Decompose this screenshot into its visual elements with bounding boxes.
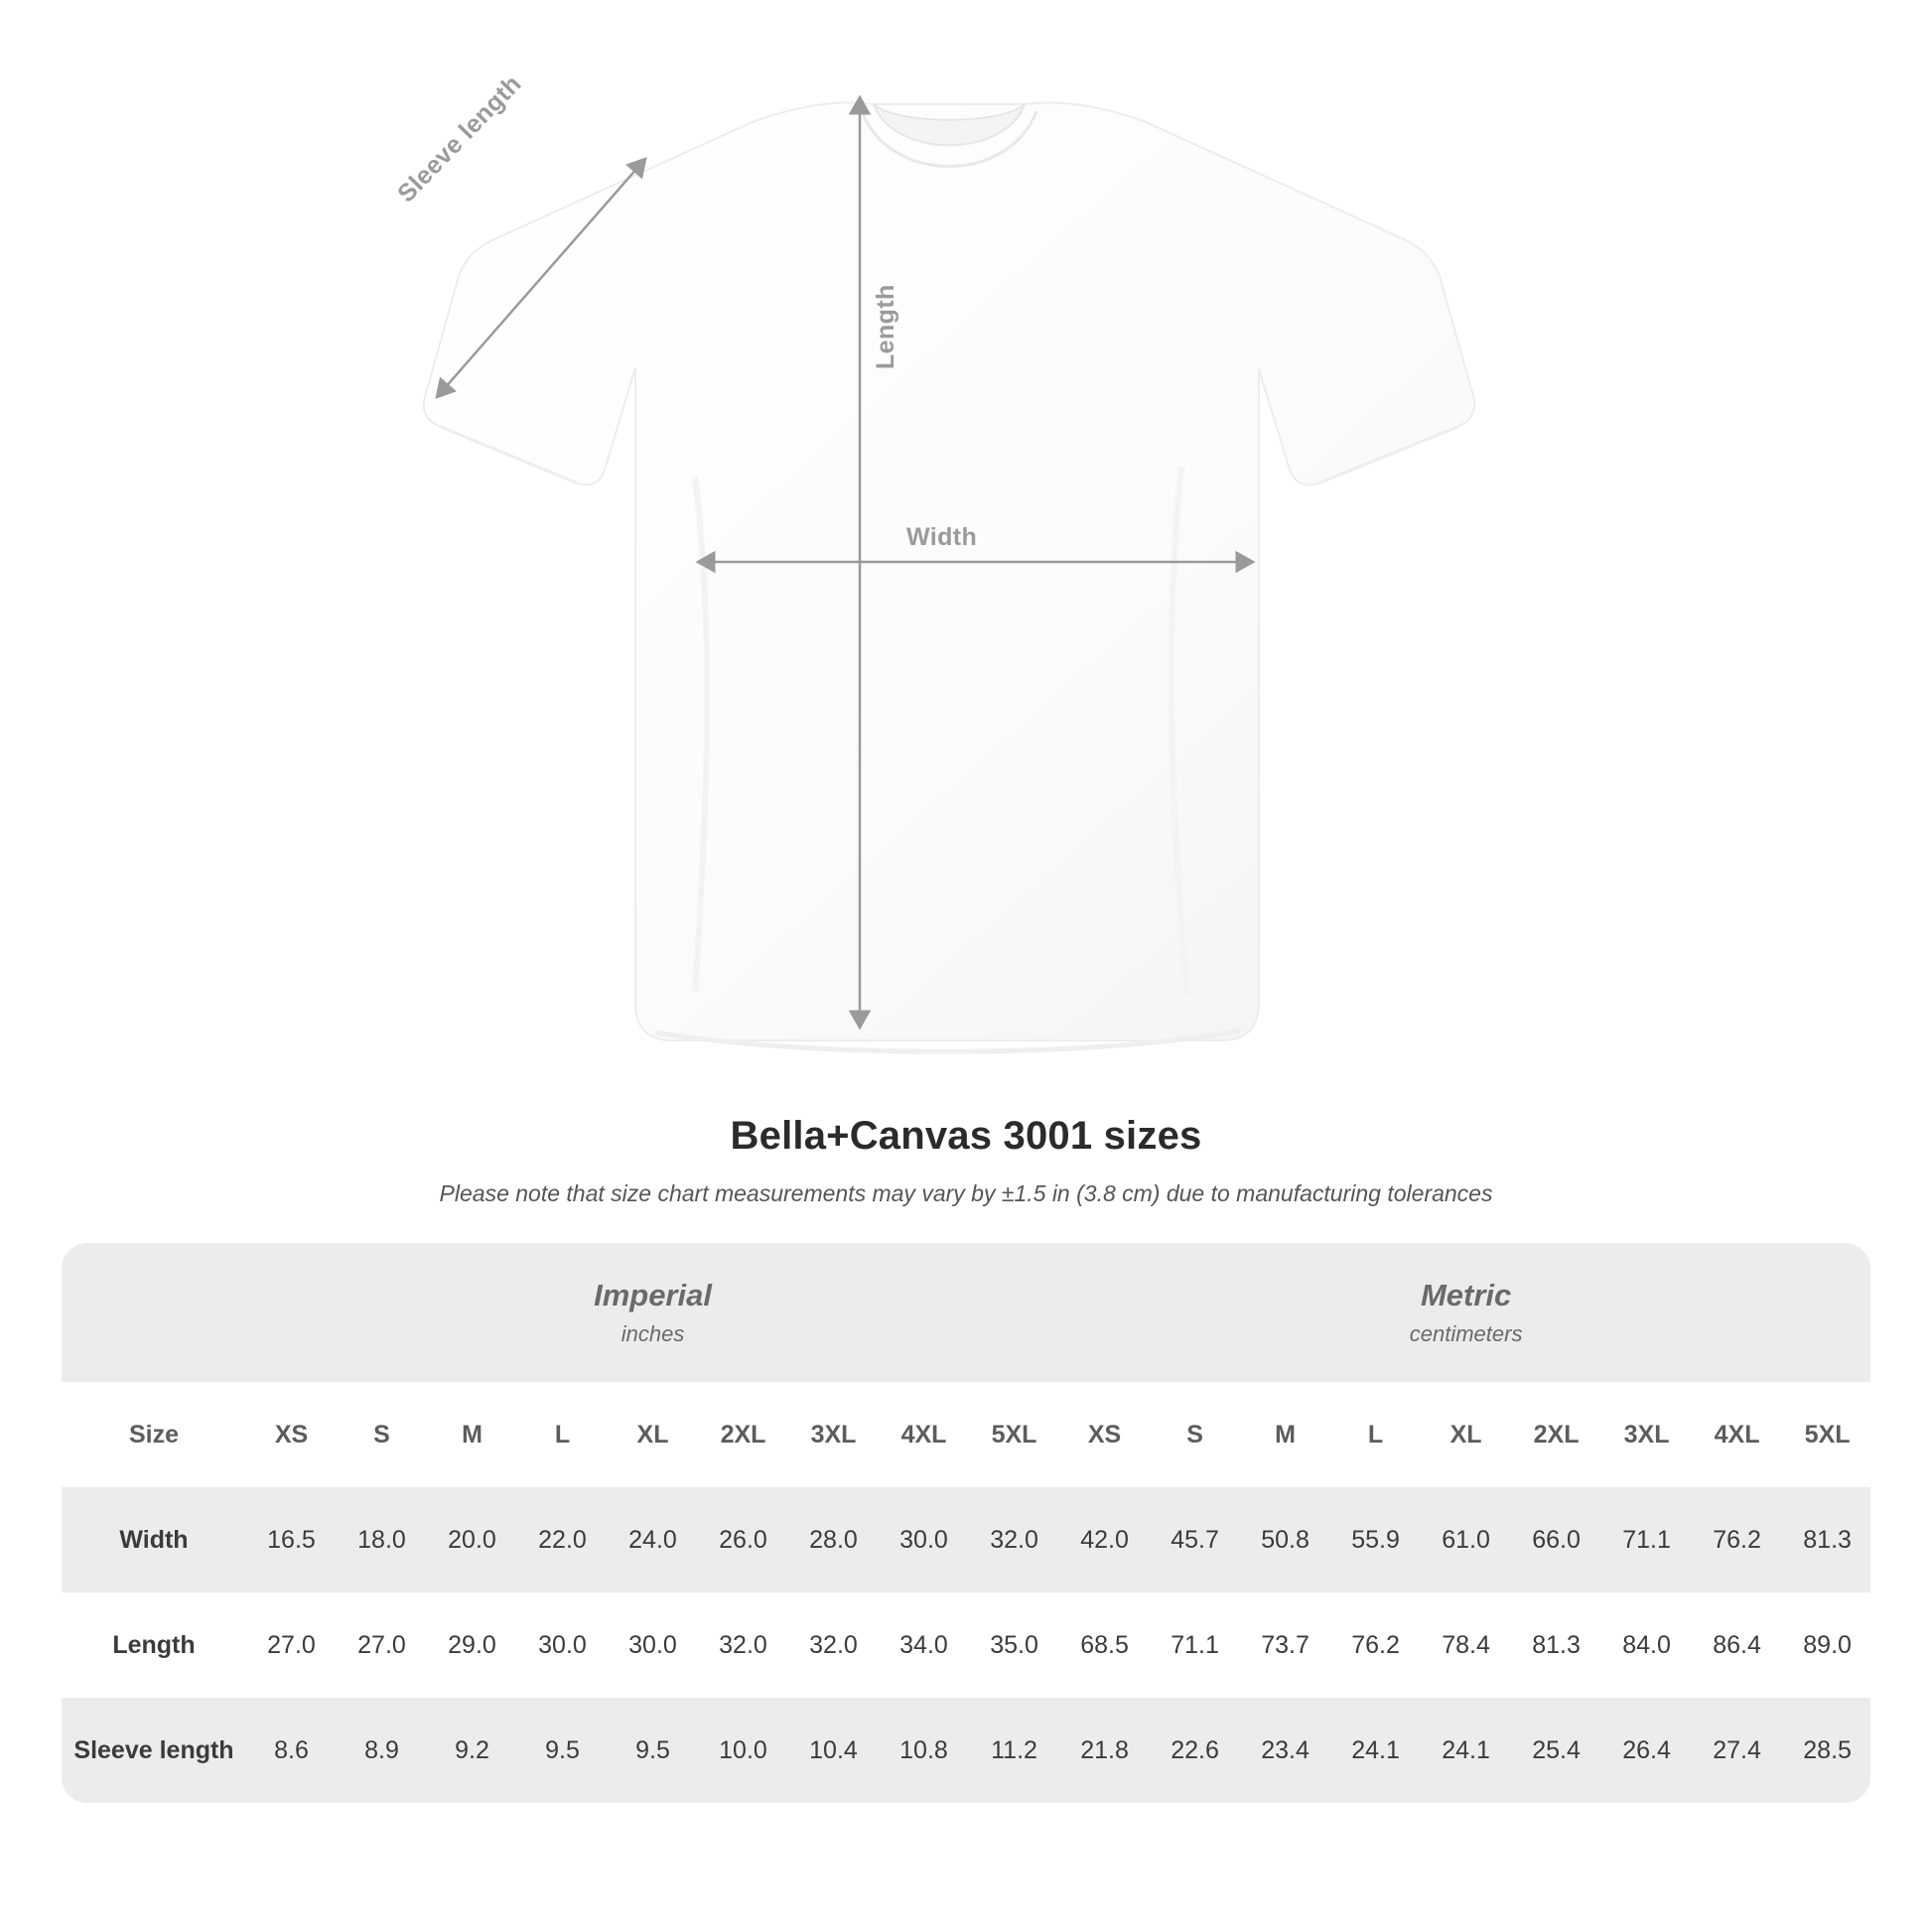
- size-table-wrapper: [62, 1243, 1870, 1803]
- cell-length: 86.4: [1692, 1592, 1782, 1698]
- cell-sleeve: 9.2: [427, 1698, 517, 1803]
- row-label-width: Width: [62, 1487, 246, 1592]
- cell-width: 28.0: [788, 1487, 879, 1592]
- cell-sleeve: 10.0: [698, 1698, 788, 1803]
- cell-length: 30.0: [517, 1592, 608, 1698]
- cell-sleeve: 26.4: [1601, 1698, 1692, 1803]
- size-header-cell: 3XL: [1601, 1382, 1692, 1487]
- size-header-cell: 2XL: [698, 1382, 788, 1487]
- cell-length: 35.0: [969, 1592, 1059, 1698]
- cell-width: 45.7: [1150, 1487, 1240, 1592]
- cell-sleeve: 9.5: [517, 1698, 608, 1803]
- cell-sleeve: 27.4: [1692, 1698, 1782, 1803]
- title-block: [0, 1114, 1932, 1207]
- cell-sleeve: 9.5: [608, 1698, 698, 1803]
- cell-width: 76.2: [1692, 1487, 1782, 1592]
- table-row: [62, 1487, 1870, 1592]
- cell-length: 78.4: [1421, 1592, 1511, 1698]
- cell-length: 32.0: [788, 1592, 879, 1698]
- cell-sleeve: 24.1: [1421, 1698, 1511, 1803]
- cell-width: 61.0: [1421, 1487, 1511, 1592]
- size-header-cell: 2XL: [1511, 1382, 1601, 1487]
- size-header-cell: 3XL: [788, 1382, 879, 1487]
- cell-length: 27.0: [337, 1592, 427, 1698]
- cell-width: 26.0: [698, 1487, 788, 1592]
- tshirt-shape: [424, 103, 1474, 1052]
- cell-width: 16.5: [246, 1487, 337, 1592]
- size-header-cell: 4XL: [1692, 1382, 1782, 1487]
- cell-width: 66.0: [1511, 1487, 1601, 1592]
- cell-length: 84.0: [1601, 1592, 1692, 1698]
- sleeve-length-dimension-label: Sleeve length: [392, 69, 527, 208]
- table-row: [62, 1698, 1870, 1803]
- cell-length: 29.0: [427, 1592, 517, 1698]
- cell-width: 24.0: [608, 1487, 698, 1592]
- unit-metric-name: Metric: [1420, 1278, 1512, 1312]
- size-header-cell: L: [517, 1382, 608, 1487]
- cell-width: 55.9: [1330, 1487, 1421, 1592]
- cell-width: 20.0: [427, 1487, 517, 1592]
- cell-sleeve: 11.2: [969, 1698, 1059, 1803]
- unit-metric-cell: [1059, 1243, 1870, 1382]
- cell-sleeve: 25.4: [1511, 1698, 1601, 1803]
- cell-sleeve: 23.4: [1240, 1698, 1330, 1803]
- cell-width: 71.1: [1601, 1487, 1692, 1592]
- unit-imperial-name: Imperial: [594, 1278, 712, 1312]
- cell-sleeve: 28.5: [1782, 1698, 1870, 1803]
- cell-length: 89.0: [1782, 1592, 1870, 1698]
- unit-imperial-sub: inches: [621, 1321, 685, 1346]
- size-header-cell: L: [1330, 1382, 1421, 1487]
- unit-metric-sub: centimeters: [1409, 1321, 1523, 1346]
- cell-length: 34.0: [879, 1592, 969, 1698]
- cell-sleeve: 24.1: [1330, 1698, 1421, 1803]
- size-header-row: [62, 1382, 1870, 1487]
- size-header-cell: 5XL: [1782, 1382, 1870, 1487]
- cell-width: 50.8: [1240, 1487, 1330, 1592]
- row-label-length: Length: [62, 1592, 246, 1698]
- cell-length: 73.7: [1240, 1592, 1330, 1698]
- cell-sleeve: 8.9: [337, 1698, 427, 1803]
- unit-header-row: [62, 1243, 1870, 1382]
- row-label-sleeve-length: Sleeve length: [62, 1698, 246, 1803]
- cell-length: 32.0: [698, 1592, 788, 1698]
- size-header-cell: XL: [608, 1382, 698, 1487]
- cell-width: 18.0: [337, 1487, 427, 1592]
- cell-width: 42.0: [1059, 1487, 1150, 1592]
- size-table: [62, 1243, 1870, 1803]
- size-header-label: Size: [62, 1382, 246, 1487]
- unit-spacer-cell: [62, 1243, 246, 1382]
- size-header-cell: XS: [246, 1382, 337, 1487]
- cell-width: 81.3: [1782, 1487, 1870, 1592]
- size-header-cell: XL: [1421, 1382, 1511, 1487]
- size-header-cell: 5XL: [969, 1382, 1059, 1487]
- cell-sleeve: 10.4: [788, 1698, 879, 1803]
- measurement-note: Please note that size chart measurements may vary by ±1.5 in (3.8 cm) due to manufacturing tolerances: [439, 1180, 1493, 1206]
- size-header-cell: M: [427, 1382, 517, 1487]
- cell-sleeve: 8.6: [246, 1698, 337, 1803]
- cell-sleeve: 21.8: [1059, 1698, 1150, 1803]
- cell-sleeve: 22.6: [1150, 1698, 1240, 1803]
- cell-length: 27.0: [246, 1592, 337, 1698]
- size-header-cell: M: [1240, 1382, 1330, 1487]
- length-dimension-label: Length: [872, 284, 899, 369]
- cell-width: 32.0: [969, 1487, 1059, 1592]
- cell-length: 71.1: [1150, 1592, 1240, 1698]
- cell-length: 30.0: [608, 1592, 698, 1698]
- size-header-cell: XS: [1059, 1382, 1150, 1487]
- size-header-cell: S: [1150, 1382, 1240, 1487]
- size-header-cell: 4XL: [879, 1382, 969, 1487]
- page-title: Bella+Canvas 3001 sizes: [730, 1114, 1202, 1158]
- cell-length: 76.2: [1330, 1592, 1421, 1698]
- cell-width: 30.0: [879, 1487, 969, 1592]
- size-header-cell: S: [337, 1382, 427, 1487]
- width-dimension-label: Width: [906, 523, 978, 551]
- unit-imperial-cell: [246, 1243, 1059, 1382]
- cell-length: 68.5: [1059, 1592, 1150, 1698]
- cell-sleeve: 10.8: [879, 1698, 969, 1803]
- cell-length: 81.3: [1511, 1592, 1601, 1698]
- table-row: [62, 1592, 1870, 1698]
- cell-width: 22.0: [517, 1487, 608, 1592]
